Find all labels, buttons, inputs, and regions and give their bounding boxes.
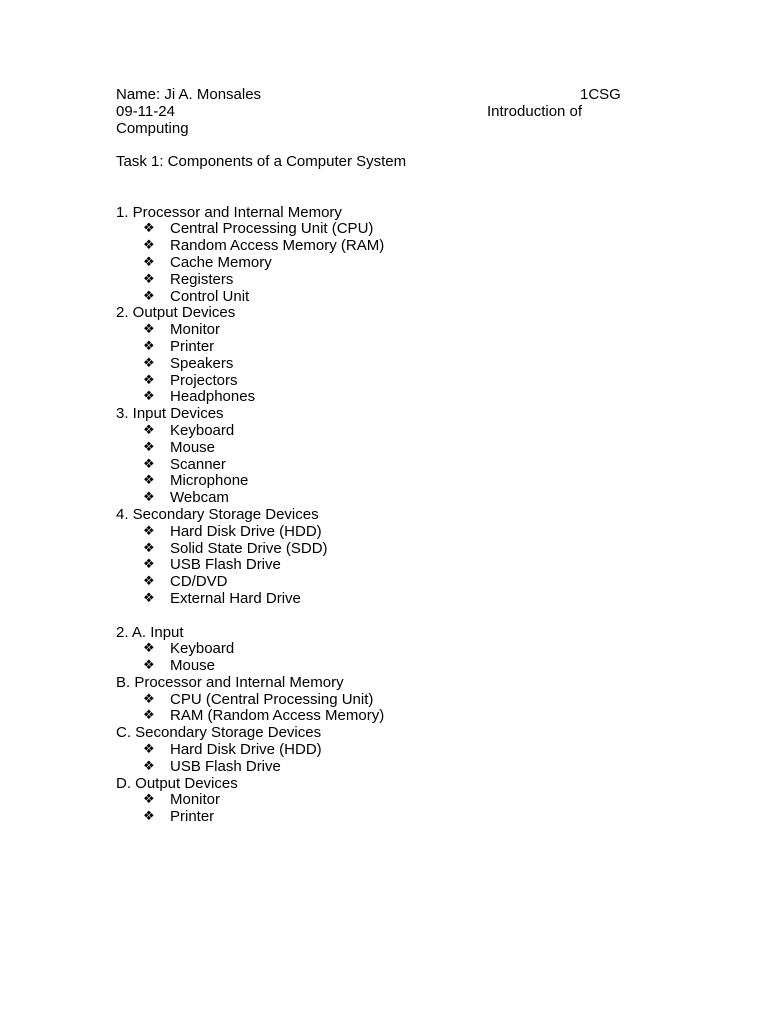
list-item: [116, 255, 636, 272]
section-heading: 2. Output Devices: [116, 304, 236, 322]
bullet-list: [116, 221, 636, 305]
list-item: [116, 792, 636, 809]
list-item-text: Monitor: [170, 321, 221, 339]
list-item: [116, 423, 636, 440]
spacer: [116, 171, 636, 188]
list-item: [116, 322, 636, 339]
list-item: [116, 238, 636, 255]
list-item: [116, 373, 636, 390]
list-item: [116, 289, 636, 306]
list-item: [116, 221, 636, 238]
bullet-list: [116, 423, 636, 507]
diamond-bullet-icon: ❖: [143, 590, 155, 606]
diamond-bullet-icon: ❖: [143, 809, 155, 825]
list-item: [116, 389, 636, 406]
section-heading: 4. Secondary Storage Devices: [116, 505, 319, 523]
spacer: [116, 188, 636, 205]
list-item: [116, 742, 636, 759]
spacer: [116, 608, 636, 625]
list-item-text: Cache Memory: [170, 253, 272, 271]
list-item: [116, 641, 636, 658]
list-item: [116, 339, 636, 356]
list-item-text: Printer: [170, 808, 215, 826]
section-heading: 3. Input Devices: [116, 405, 224, 423]
list-item-text: Printer: [170, 337, 215, 355]
bullet-list: [116, 692, 636, 726]
part-1-section: [116, 205, 636, 608]
list-item-text: Control Unit: [170, 287, 250, 305]
diamond-bullet-icon: ❖: [143, 758, 155, 774]
list-item-text: Random Access Memory (RAM): [170, 237, 385, 255]
list-item-text: Keyboard: [170, 421, 235, 439]
list-item: [116, 692, 636, 709]
list-item-text: RAM (Random Access Memory): [170, 707, 385, 725]
diamond-bullet-icon: ❖: [143, 456, 155, 472]
student-name: Name: Ji A. Monsales: [116, 86, 262, 103]
section-heading: 2. A. Input: [116, 623, 184, 641]
diamond-bullet-icon: ❖: [143, 473, 155, 489]
section-code: 1CSG: [580, 86, 621, 103]
list-item-text: External Hard Drive: [170, 589, 301, 607]
diamond-bullet-icon: ❖: [143, 540, 155, 556]
list-item: [116, 356, 636, 373]
section-heading: D. Output Devices: [116, 774, 238, 792]
diamond-bullet-icon: ❖: [143, 238, 155, 254]
section-heading: C. Secondary Storage Devices: [116, 724, 322, 742]
list-item: [116, 658, 636, 675]
document-page: [116, 87, 636, 826]
list-item: [116, 440, 636, 457]
diamond-bullet-icon: ❖: [143, 338, 155, 354]
list-item-text: Registers: [170, 270, 234, 288]
list-item-text: Mouse: [170, 657, 216, 675]
list-item-text: Webcam: [170, 489, 229, 507]
list-item-text: Speakers: [170, 354, 234, 372]
task-title: Task 1: Components of a Computer System: [116, 153, 407, 171]
header-line-2: [116, 104, 636, 121]
diamond-bullet-icon: ❖: [143, 557, 155, 573]
list-item-text: Monitor: [170, 791, 221, 809]
diamond-bullet-icon: ❖: [143, 574, 155, 590]
diamond-bullet-icon: ❖: [143, 792, 155, 808]
list-item: [116, 574, 636, 591]
diamond-bullet-icon: ❖: [143, 708, 155, 724]
list-item-text: USB Flash Drive: [170, 757, 281, 775]
section-heading: 1. Processor and Internal Memory: [116, 203, 342, 221]
list-item: [116, 809, 636, 826]
spacer: [116, 137, 636, 154]
list-item-text: CPU (Central Processing Unit): [170, 690, 374, 708]
diamond-bullet-icon: ❖: [143, 288, 155, 304]
diamond-bullet-icon: ❖: [143, 355, 155, 371]
list-item-text: Solid State Drive (SDD): [170, 539, 328, 557]
list-item-text: Projectors: [170, 371, 238, 389]
list-item-text: Microphone: [170, 472, 249, 490]
diamond-bullet-icon: ❖: [143, 322, 155, 338]
bullet-list: [116, 524, 636, 608]
list-item: [116, 708, 636, 725]
list-item-text: USB Flash Drive: [170, 556, 281, 574]
section-heading: B. Processor and Internal Memory: [116, 673, 344, 691]
list-item: [116, 759, 636, 776]
diamond-bullet-icon: ❖: [143, 389, 155, 405]
date: 09-11-24: [116, 102, 175, 120]
list-item: [116, 541, 636, 558]
list-item-text: Headphones: [170, 388, 256, 406]
diamond-bullet-icon: ❖: [143, 641, 155, 657]
bullet-list: [116, 322, 636, 406]
diamond-bullet-icon: ❖: [143, 742, 155, 758]
list-item-text: Hard Disk Drive (HDD): [170, 741, 322, 759]
list-item: [116, 557, 636, 574]
course-title-line-1: Introduction of: [487, 102, 583, 120]
list-item-text: Hard Disk Drive (HDD): [170, 522, 322, 540]
list-item-text: Central Processing Unit (CPU): [170, 220, 374, 238]
bullet-list: [116, 641, 636, 675]
list-item: [116, 457, 636, 474]
diamond-bullet-icon: ❖: [143, 254, 155, 270]
header-line-1: [116, 87, 636, 104]
part-2-section: [116, 625, 636, 827]
course-title-line-2: Computing: [116, 119, 189, 137]
list-item-text: Mouse: [170, 438, 216, 456]
bullet-list: [116, 742, 636, 776]
diamond-bullet-icon: ❖: [143, 490, 155, 506]
list-item-text: CD/DVD: [170, 573, 228, 591]
list-item-text: Scanner: [170, 455, 226, 473]
diamond-bullet-icon: ❖: [143, 372, 155, 388]
diamond-bullet-icon: ❖: [143, 422, 155, 438]
list-item-text: Keyboard: [170, 640, 235, 658]
diamond-bullet-icon: ❖: [143, 658, 155, 674]
list-item: [116, 473, 636, 490]
header-line-3: [116, 121, 636, 138]
list-item: [116, 591, 636, 608]
diamond-bullet-icon: ❖: [143, 271, 155, 287]
diamond-bullet-icon: ❖: [143, 523, 155, 539]
list-item: [116, 490, 636, 507]
list-item: [116, 524, 636, 541]
bullet-list: [116, 792, 636, 826]
diamond-bullet-icon: ❖: [143, 439, 155, 455]
list-item: [116, 272, 636, 289]
diamond-bullet-icon: ❖: [143, 691, 155, 707]
diamond-bullet-icon: ❖: [143, 221, 155, 237]
